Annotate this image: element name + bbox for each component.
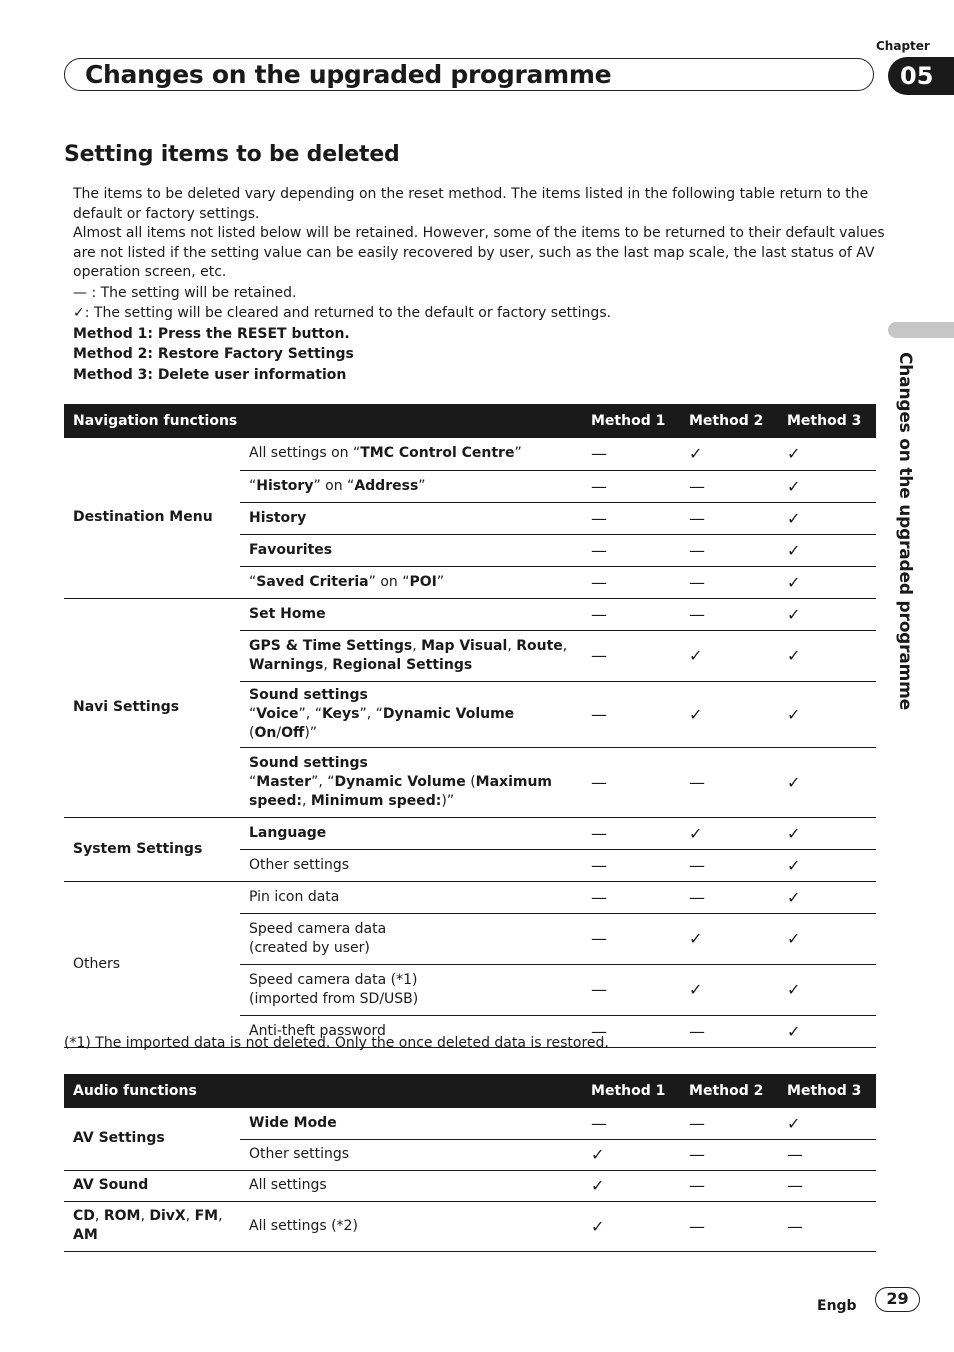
chapter-number-tab: 05 xyxy=(888,57,954,95)
method-1-cell: — xyxy=(582,566,680,598)
group-label: System Settings xyxy=(64,817,240,881)
method-3: Method 3: Delete user information xyxy=(73,366,347,383)
table-header xyxy=(64,1074,876,1108)
method-1-cell: ✓ xyxy=(582,1201,680,1251)
method-3-cell: ✓ xyxy=(778,1108,876,1139)
method-2-cell: — xyxy=(680,1201,778,1251)
column-header: Method 1 xyxy=(582,404,680,438)
method-2-cell: — xyxy=(680,470,778,502)
item-label: All settings xyxy=(240,1170,582,1201)
method-1-cell: — xyxy=(582,817,680,849)
method-1-cell: — xyxy=(582,881,680,913)
table-row xyxy=(64,1170,876,1201)
method-3-cell: ✓ xyxy=(778,817,876,849)
intro-text xyxy=(73,185,888,385)
method-2-cell: — xyxy=(680,502,778,534)
method-3-cell: ✓ xyxy=(778,964,876,1015)
method-3-cell: ✓ xyxy=(778,630,876,681)
method-1-cell: — xyxy=(582,598,680,630)
page-title: Changes on the upgraded programme xyxy=(85,60,612,89)
method-2-cell: ✓ xyxy=(680,964,778,1015)
item-label: Sound settings “Voice”, “Keys”, “Dynamic Volume (On/Off)” xyxy=(240,681,582,747)
method-2-cell: ✓ xyxy=(680,681,778,747)
method-2-cell: — xyxy=(680,1015,778,1047)
table-row xyxy=(64,817,876,849)
table-header xyxy=(64,404,876,438)
method-2-cell: — xyxy=(680,849,778,881)
column-header: Method 3 xyxy=(778,404,876,438)
group-label: AV Sound xyxy=(64,1170,240,1201)
method-3-cell: ✓ xyxy=(778,1015,876,1047)
side-tab-marker xyxy=(888,322,954,338)
method-3-cell: ✓ xyxy=(778,502,876,534)
method-1-cell: — xyxy=(582,1015,680,1047)
column-header: Audio functions xyxy=(64,1074,582,1108)
method-1: Method 1: Press the RESET button. xyxy=(73,325,350,342)
item-label: All settings on “TMC Control Centre” xyxy=(240,438,582,470)
method-2-cell: ✓ xyxy=(680,913,778,964)
intro-paragraph: Almost all items not listed below will be retained. However, some of the items to be returned to their default values are not listed if the setting value can be easily recovered by user, such as the last map scale, the last status of AV operation screen, etc. xyxy=(73,225,885,280)
method-3-cell: ✓ xyxy=(778,881,876,913)
page-number: 29 xyxy=(875,1287,920,1312)
method-1-cell: — xyxy=(582,534,680,566)
method-3-cell: ✓ xyxy=(778,438,876,470)
section-title: Setting items to be deleted xyxy=(64,142,400,167)
method-2-cell: — xyxy=(680,1108,778,1139)
item-label: “History” on “Address” xyxy=(240,470,582,502)
method-3-cell: — xyxy=(778,1201,876,1251)
method-1-cell: — xyxy=(582,681,680,747)
item-label: Favourites xyxy=(240,534,582,566)
method-1-cell: — xyxy=(582,630,680,681)
method-3-cell: ✓ xyxy=(778,598,876,630)
method-1-cell: ✓ xyxy=(582,1170,680,1201)
item-label: Language xyxy=(240,817,582,849)
method-1-cell: — xyxy=(582,470,680,502)
method-3-cell: ✓ xyxy=(778,566,876,598)
method-1-cell: — xyxy=(582,1108,680,1139)
item-label: All settings (*2) xyxy=(240,1201,582,1251)
chapter-label: Chapter xyxy=(876,39,930,53)
method-2: Method 2: Restore Factory Settings xyxy=(73,346,354,362)
item-label: Other settings xyxy=(240,849,582,881)
legend-dash: — : The setting will be retained. xyxy=(73,284,297,301)
method-3-cell: ✓ xyxy=(778,470,876,502)
item-label: Other settings xyxy=(240,1139,582,1170)
method-2-cell: — xyxy=(680,1170,778,1201)
method-3-cell: — xyxy=(778,1170,876,1201)
column-header: Method 2 xyxy=(680,1074,778,1108)
table-row xyxy=(64,438,876,470)
group-label: AV Settings xyxy=(64,1108,240,1170)
group-label: CD, ROM, DivX, FM, AM xyxy=(64,1201,240,1251)
navigation-functions-table xyxy=(64,404,876,1048)
item-label: Speed camera data (*1) (imported from SD/USB) xyxy=(240,964,582,1015)
audio-functions-table xyxy=(64,1074,876,1252)
method-3-cell: ✓ xyxy=(778,747,876,817)
method-2-cell: — xyxy=(680,1139,778,1170)
method-2-cell: ✓ xyxy=(680,817,778,849)
method-1-cell: — xyxy=(582,502,680,534)
method-3-cell: ✓ xyxy=(778,534,876,566)
language-code: Engb xyxy=(817,1298,857,1314)
method-2-cell: — xyxy=(680,881,778,913)
method-1-cell: — xyxy=(582,849,680,881)
method-3-cell: ✓ xyxy=(778,849,876,881)
method-1-cell: — xyxy=(582,747,680,817)
side-tab-label: Changes on the upgraded programme xyxy=(895,352,915,710)
item-label: History xyxy=(240,502,582,534)
method-1-cell: ✓ xyxy=(582,1139,680,1170)
method-3-cell: ✓ xyxy=(778,681,876,747)
group-label: Navi Settings xyxy=(64,598,240,817)
table-row xyxy=(64,1201,876,1251)
table-row xyxy=(64,881,876,913)
column-header: Navigation functions xyxy=(64,404,582,438)
group-label: Others xyxy=(64,881,240,1047)
method-2-cell: ✓ xyxy=(680,630,778,681)
method-1-cell: — xyxy=(582,438,680,470)
method-2-cell: — xyxy=(680,598,778,630)
method-2-cell: — xyxy=(680,566,778,598)
method-1-cell: — xyxy=(582,964,680,1015)
group-label: Destination Menu xyxy=(64,438,240,598)
column-header: Method 2 xyxy=(680,404,778,438)
legend-check: ✓: The setting will be cleared and returned to the default or factory settings. xyxy=(73,305,612,321)
table-row xyxy=(64,598,876,630)
footnote: (*1) The imported data is not deleted. Only the once deleted data is restored. xyxy=(64,1035,609,1051)
column-header: Method 3 xyxy=(778,1074,876,1108)
item-label: Anti-theft password xyxy=(240,1015,582,1047)
intro-paragraph: The items to be deleted vary depending on the reset method. The items listed in the following table return to the default or factory settings. xyxy=(73,186,869,222)
method-1-cell: — xyxy=(582,913,680,964)
method-2-cell: — xyxy=(680,747,778,817)
method-3-cell: ✓ xyxy=(778,913,876,964)
header-bar xyxy=(64,58,874,91)
item-label: Speed camera data (created by user) xyxy=(240,913,582,964)
item-label: Set Home xyxy=(240,598,582,630)
method-2-cell: — xyxy=(680,534,778,566)
method-3-cell: — xyxy=(778,1139,876,1170)
item-label: Wide Mode xyxy=(240,1108,582,1139)
method-2-cell: ✓ xyxy=(680,438,778,470)
table-row xyxy=(64,1108,876,1139)
column-header: Method 1 xyxy=(582,1074,680,1108)
item-label: “Saved Criteria” on “POI” xyxy=(240,566,582,598)
item-label: Pin icon data xyxy=(240,881,582,913)
item-label: GPS & Time Settings, Map Visual, Route, Warnings, Regional Settings xyxy=(240,630,582,681)
item-label: Sound settings “Master”, “Dynamic Volume (Maximum speed:, Minimum speed:)” xyxy=(240,747,582,817)
